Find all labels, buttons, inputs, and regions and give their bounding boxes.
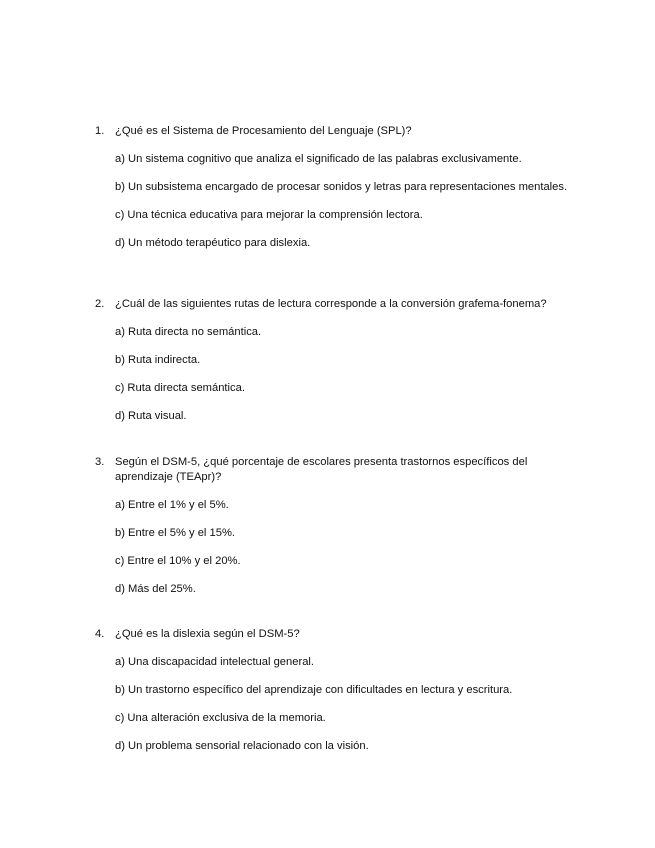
- question-1: [95, 124, 575, 251]
- options-list: [115, 655, 575, 754]
- question-2: [95, 297, 575, 424]
- option-c: c) Ruta directa semántica.: [115, 382, 245, 394]
- option-b: b) Entre el 5% y el 15%.: [115, 527, 236, 539]
- option-b: b) Un subsistema encargado de procesar sonidos y letras para representaciones mentales.: [115, 181, 568, 193]
- option-d: d) Más del 25%.: [115, 583, 196, 595]
- question-header: [95, 297, 575, 312]
- option-c: c) Entre el 10% y el 20%.: [115, 555, 241, 567]
- question-3: [95, 455, 575, 597]
- options-list: [115, 498, 575, 597]
- question-number: 2.: [95, 298, 105, 310]
- question-header: [95, 627, 575, 642]
- option-d: d) Un problema sensorial relacionado con la visión.: [115, 740, 369, 752]
- options-list: [115, 152, 575, 251]
- question-text: ¿Qué es el Sistema de Procesamiento del Lenguaje (SPL)?: [115, 125, 412, 137]
- option-d: d) Ruta visual.: [115, 410, 187, 422]
- question-text: Según el DSM-5, ¿qué porcentaje de escolares presenta trastornos específicos del aprendizaje (TEApr)?: [115, 456, 528, 483]
- option-c: c) Una alteración exclusiva de la memoria.: [115, 712, 326, 724]
- question-header: [95, 455, 575, 485]
- option-b: b) Un trastorno específico del aprendizaje con dificultades en lectura y escritura.: [115, 684, 513, 696]
- option-a: a) Una discapacidad intelectual general.: [115, 656, 315, 668]
- question-number: 4.: [95, 628, 105, 640]
- option-a: a) Un sistema cognitivo que analiza el significado de las palabras exclusivamente.: [115, 153, 522, 165]
- option-c: c) Una técnica educativa para mejorar la comprensión lectora.: [115, 209, 423, 221]
- option-b: b) Ruta indirecta.: [115, 354, 201, 366]
- question-number: 1.: [95, 125, 105, 137]
- option-d: d) Un método terapéutico para dislexia.: [115, 237, 311, 249]
- option-a: a) Entre el 1% y el 5%.: [115, 499, 229, 511]
- question-text: ¿Cuál de las siguientes rutas de lectura corresponde a la conversión grafema-fonema?: [115, 298, 547, 310]
- question-4: [95, 627, 575, 754]
- question-number: 3.: [95, 456, 105, 468]
- question-header: [95, 124, 575, 139]
- option-a: a) Ruta directa no semántica.: [115, 326, 262, 338]
- options-list: [115, 325, 575, 424]
- question-text: ¿Qué es la dislexia según el DSM-5?: [115, 628, 300, 640]
